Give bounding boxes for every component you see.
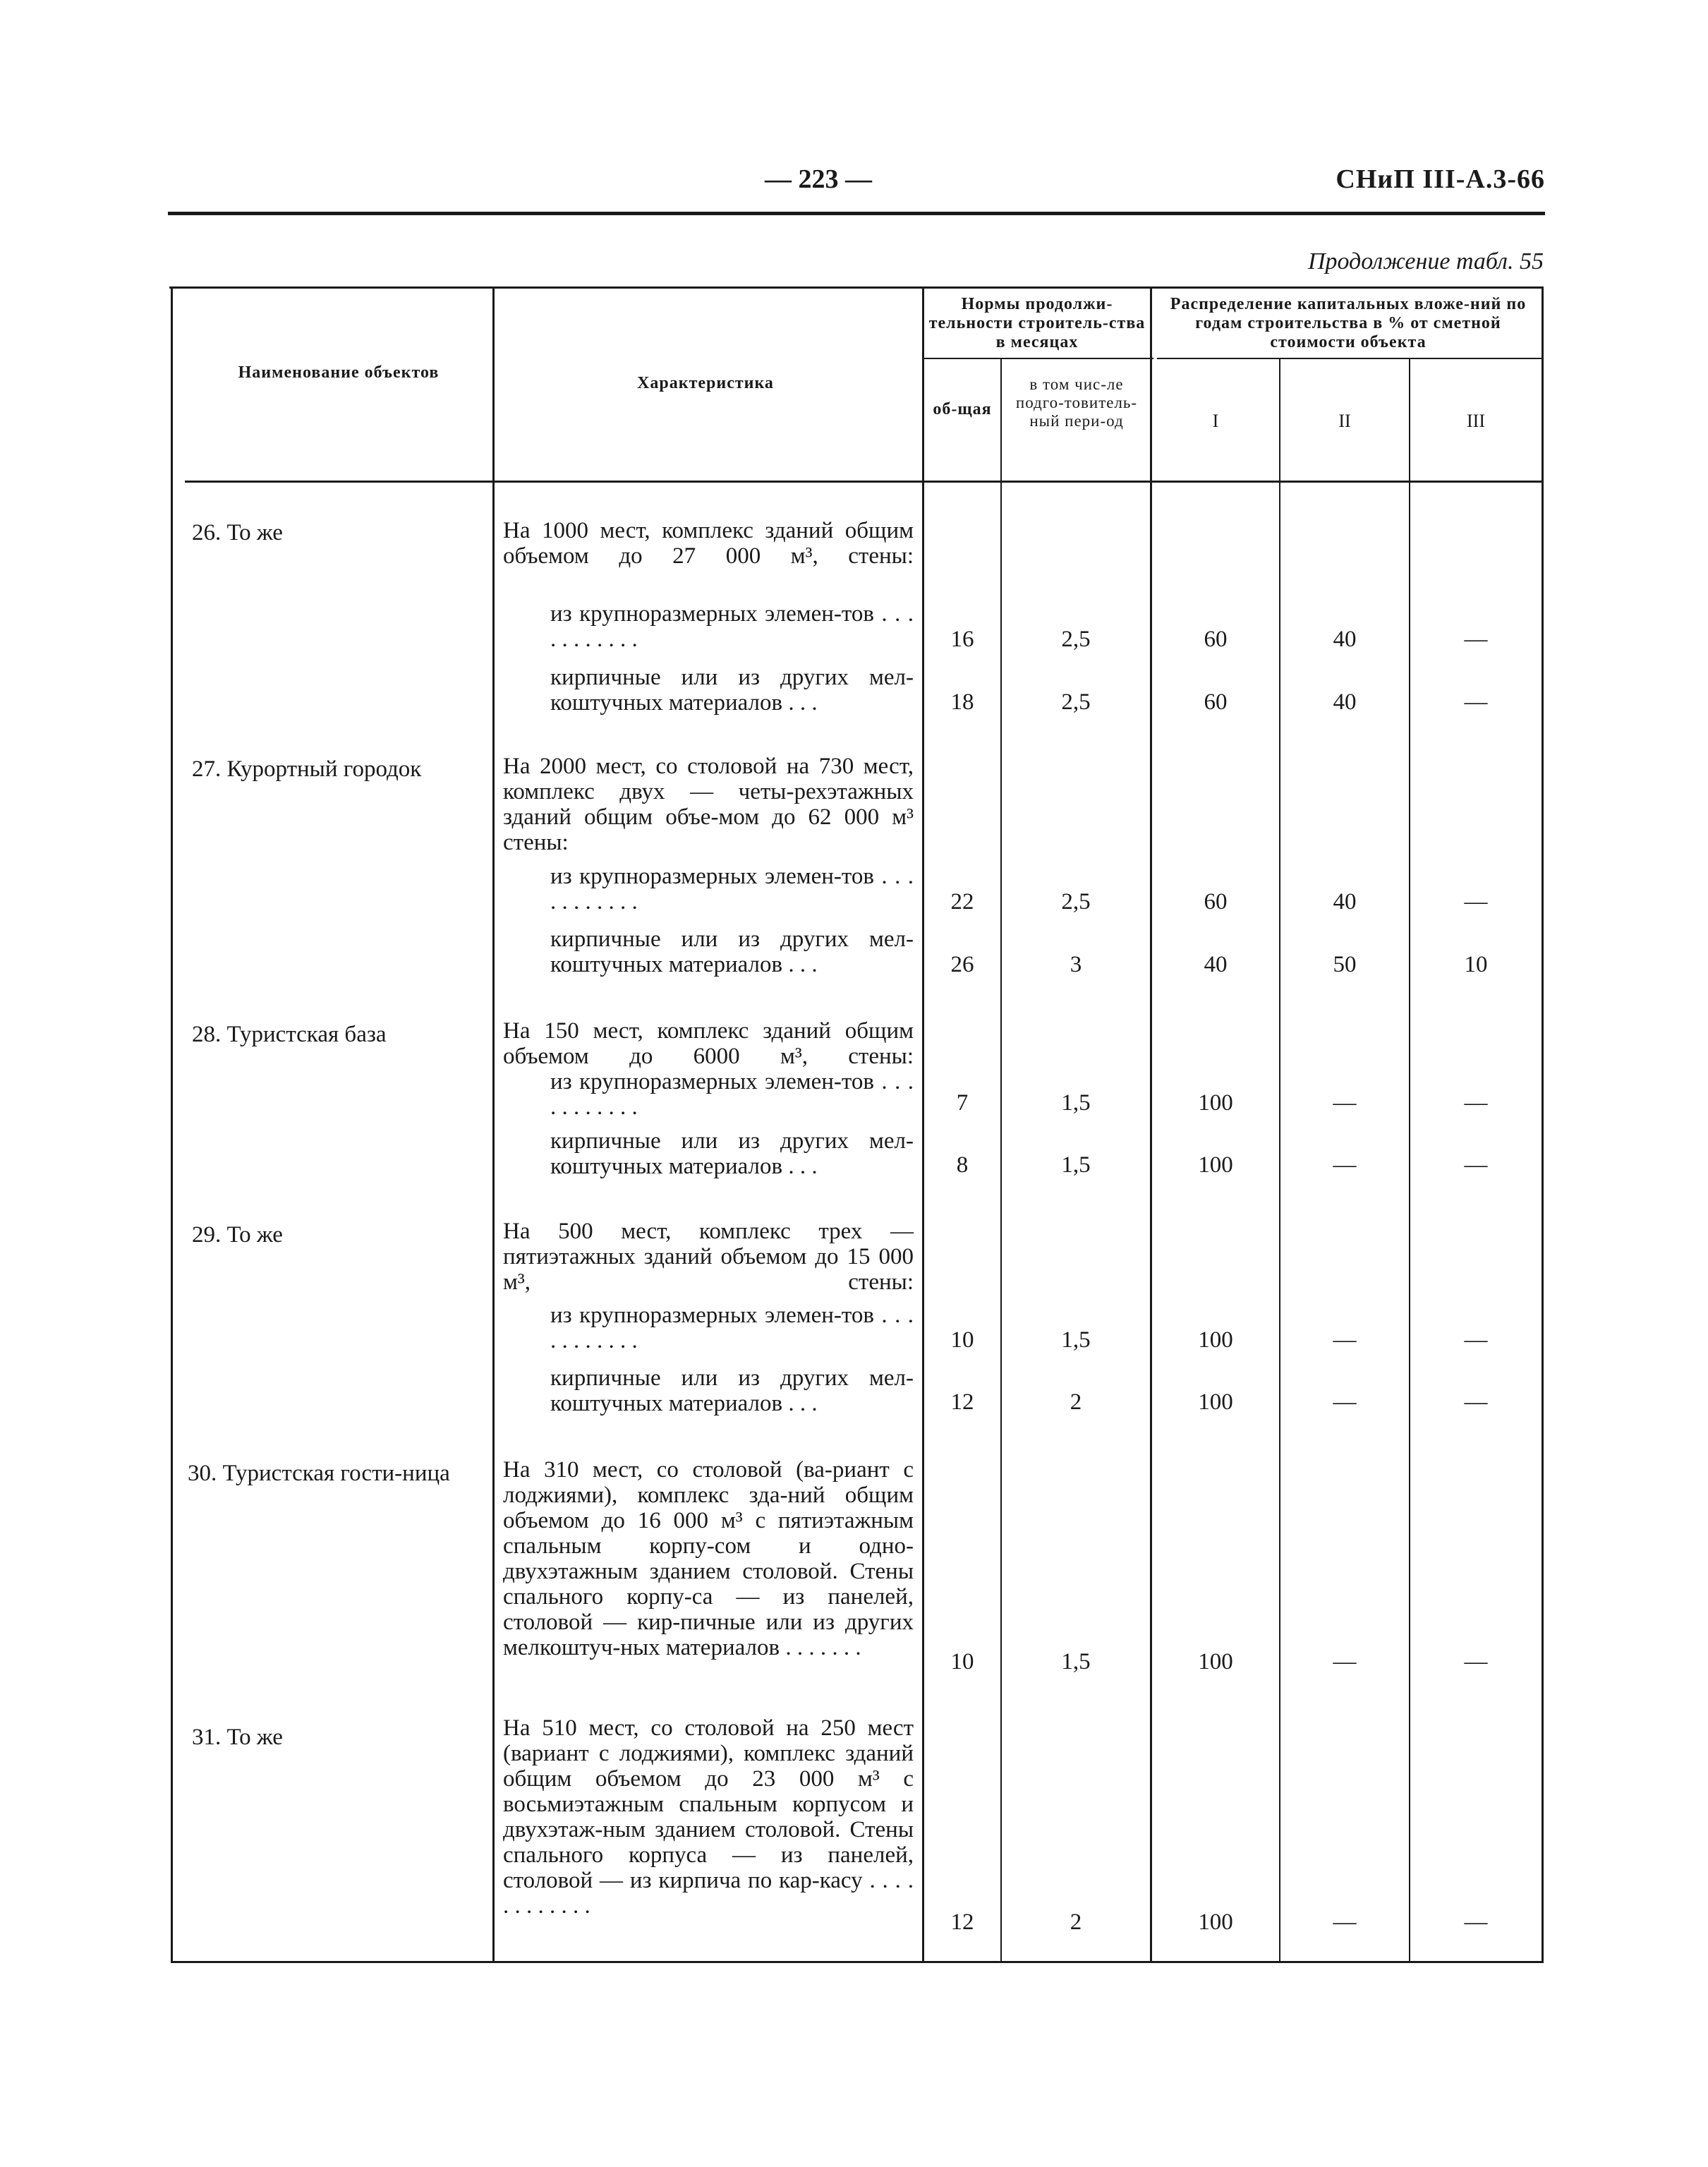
header-year-2: II <box>1338 411 1351 431</box>
duration-preparatory: 3 <box>1070 952 1082 977</box>
year-1-share: 100 <box>1198 1327 1233 1353</box>
year-3-share: 10 <box>1464 952 1488 977</box>
year-1-share: 60 <box>1204 689 1228 715</box>
item-description: кирпичные или из других мел-коштучных материалов . . . <box>550 1365 914 1416</box>
duration-preparatory: 1,5 <box>1061 1327 1091 1353</box>
year-2-share: — <box>1333 1152 1357 1178</box>
object-name: 26. То же <box>192 520 283 545</box>
year-2-share: — <box>1333 1090 1357 1116</box>
item-description: из крупноразмерных элемен-тов . . . . . . . . . . . <box>550 601 914 652</box>
duration-total: 22 <box>950 889 974 915</box>
duration-preparatory: 1,5 <box>1061 1090 1091 1116</box>
year-2-share: — <box>1333 1327 1357 1353</box>
document-code: СНиП III-А.3-66 <box>1335 164 1545 194</box>
object-name: 30. Туристская гости-ница <box>188 1461 450 1486</box>
object-description: На 310 мест, со столовой (ва-риант с лоджиями), комплекс зда-ний общим объемом до 16 000 м³ с пятиэтажным спальным корпу-сом и одно-двухэтажным зданием столовой. Стены спального корпу-са — из панелей, столовой — кир-пичные или из других мелкоштуч-ных материалов . . . . . . . <box>503 1457 914 1660</box>
item-description: из крупноразмерных элемен-тов . . . . . . . . . . . <box>550 1303 914 1353</box>
item-description: кирпичные или из других мел-коштучных материалов . . . <box>550 926 914 977</box>
duration-preparatory: 2,5 <box>1061 627 1091 652</box>
item-description: из крупноразмерных элемен-тов . . . . . . . . . . . <box>550 1069 914 1120</box>
object-description: На 2000 мест, со столовой на 730 мест, комплекс двух — четы-рехэтажных зданий общим объе-мом до 62 000 м³ стены: <box>503 754 914 855</box>
year-2-share: 40 <box>1333 889 1357 915</box>
object-name: 27. Курортный городок <box>192 756 422 782</box>
item-description: из крупноразмерных элемен-тов . . . . . . . . . . . <box>550 864 914 915</box>
year-2-share: 50 <box>1333 952 1357 977</box>
object-description: На 510 мест, со столовой на 250 мест (вариант с лоджиями), комплекс зданий общим объемом до 23 000 м³ с восьмиэтажным спальным корпусом и двухэтаж-ным зданием столовой. Стены спального корпуса — из панелей, столовой — из кирпича по кар-касу . . . . . . . . . . . . <box>503 1715 914 1919</box>
duration-total: 12 <box>950 1389 974 1415</box>
object-description: На 500 мест, комплекс трех — пятиэтажных зданий объемом до 15 000 м³, стены: <box>503 1219 914 1295</box>
year-1-share: 100 <box>1198 1090 1233 1116</box>
year-3-share: — <box>1464 1909 1488 1935</box>
item-description: кирпичные или из других мел-коштучных материалов . . . <box>550 1128 914 1179</box>
duration-total: 16 <box>950 627 974 652</box>
header-total: об-щая <box>933 400 992 418</box>
year-1-share: 40 <box>1204 952 1228 977</box>
duration-total: 10 <box>950 1327 974 1353</box>
year-2-share: — <box>1333 1389 1357 1415</box>
object-name: 31. То же <box>192 1725 283 1750</box>
year-1-share: 60 <box>1204 889 1228 915</box>
object-name: 28. Туристская база <box>192 1022 387 1047</box>
header-preparatory-period: в том чис-ле подго-товитель-ный пери-од <box>1015 375 1138 430</box>
year-3-share: — <box>1464 627 1488 652</box>
year-3-share: — <box>1464 1389 1488 1415</box>
header-year-3: III <box>1467 411 1485 431</box>
year-1-share: 100 <box>1198 1389 1233 1415</box>
header-object-name: Наименование объектов <box>238 363 440 382</box>
duration-total: 8 <box>956 1152 969 1178</box>
duration-total: 12 <box>950 1909 974 1935</box>
header-rule <box>168 212 1545 215</box>
object-description: На 150 мест, комплекс зданий общим объемом до 6000 м³, стены: <box>503 1018 914 1069</box>
duration-total: 26 <box>950 952 974 977</box>
duration-preparatory: 2 <box>1070 1909 1082 1935</box>
year-1-share: 60 <box>1204 627 1228 652</box>
header-characteristic: Характеристика <box>637 374 774 392</box>
year-1-share: 100 <box>1198 1649 1233 1674</box>
item-description: кирпичные или из других мел-коштучных материалов . . . <box>550 665 914 716</box>
duration-preparatory: 2 <box>1070 1389 1082 1415</box>
duration-preparatory: 2,5 <box>1061 889 1091 915</box>
duration-preparatory: 1,5 <box>1061 1649 1091 1674</box>
table-continuation-label: Продолжение табл. 55 <box>1307 248 1544 274</box>
year-3-share: — <box>1464 1152 1488 1178</box>
page-number: — 223 — <box>765 164 872 194</box>
duration-total: 18 <box>950 689 974 715</box>
object-description: На 1000 мест, комплекс зданий общим объемом до 27 000 м³, стены: <box>503 518 914 569</box>
year-3-share: — <box>1464 1090 1488 1116</box>
year-1-share: 100 <box>1198 1909 1233 1935</box>
year-2-share: 40 <box>1333 689 1357 715</box>
duration-preparatory: 2,5 <box>1061 689 1091 715</box>
header-investment-distribution: Распределение капитальных вложе-ний по годам строительства в % от сметной стоимости объекта <box>1170 295 1527 351</box>
header-duration-norms: Нормы продолжи-тельности строитель-ства в месяцах <box>928 295 1146 351</box>
year-2-share: — <box>1333 1909 1357 1935</box>
year-3-share: — <box>1464 1327 1488 1353</box>
year-2-share: 40 <box>1333 627 1357 652</box>
year-3-share: — <box>1464 889 1488 915</box>
year-1-share: 100 <box>1198 1152 1233 1178</box>
object-name: 29. То же <box>192 1222 283 1248</box>
duration-total: 7 <box>956 1090 969 1116</box>
header-year-1: I <box>1212 411 1219 431</box>
year-3-share: — <box>1464 689 1488 715</box>
year-2-share: — <box>1333 1649 1357 1674</box>
duration-total: 10 <box>950 1649 974 1674</box>
year-3-share: — <box>1464 1649 1488 1674</box>
duration-preparatory: 1,5 <box>1061 1152 1091 1178</box>
